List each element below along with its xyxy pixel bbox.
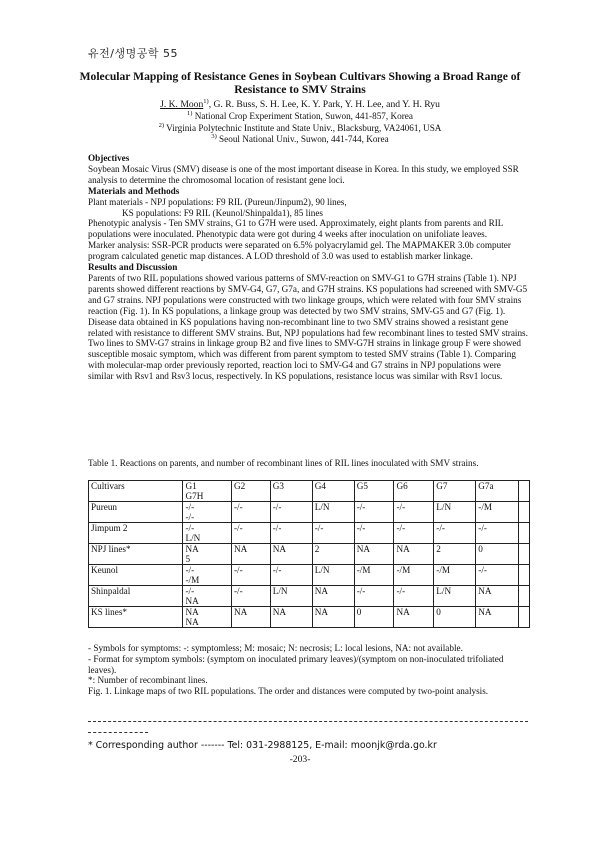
objectives-text: Soybean Mosaic Virus (SMV) disease is one of the most important disease in Korea. In this study, we employed SSR analysis to determine the chromosomal location of resistant gene loci. bbox=[88, 163, 519, 185]
table-cell: -/- bbox=[231, 565, 270, 586]
reactions-table bbox=[88, 480, 530, 628]
table-cell: 0 bbox=[476, 544, 519, 565]
table-cell bbox=[519, 523, 530, 544]
footnote-divider-short bbox=[88, 732, 148, 733]
table-cell: KS lines* bbox=[89, 607, 183, 628]
table-cell: L/N bbox=[312, 565, 354, 586]
table-row bbox=[89, 523, 530, 544]
affiliation-1: $^{1)}$ National Crop Experiment Station, Suwon, 441-857, Korea bbox=[187, 110, 413, 122]
table-cell: -/- bbox=[231, 586, 270, 607]
table-row bbox=[89, 565, 530, 586]
table-cell: -/- bbox=[394, 502, 434, 523]
marker-analysis: Marker analysis: SSR-PCR products were separated on 6.5% polyacrylamid gel. The MAPMAKER 3.0b computer program calculated genetic map distances. A LOD threshold of 3.0 was used to establish marker linkage. bbox=[88, 240, 511, 262]
methods-heading: Materials and Methods bbox=[88, 185, 180, 196]
table-cell: -/M bbox=[476, 502, 519, 523]
table-cell: NA NA bbox=[183, 607, 231, 628]
table-header-cell: G6 bbox=[394, 481, 434, 502]
table-cell: -/- NA bbox=[183, 586, 231, 607]
table-cell: -/- bbox=[312, 523, 354, 544]
table-cell: 0 bbox=[354, 607, 394, 628]
plant-materials-1: Plant materials - NPJ populations: F9 RIL (Pureun/Jinpum2), 90 lines, bbox=[88, 196, 347, 207]
figure-caption: Fig. 1. Linkage maps of two RIL populations. The order and distances were computed by two-point analysis. bbox=[88, 686, 489, 697]
table-cell: NPJ lines* bbox=[89, 544, 183, 565]
affiliation-3: $^{3)}$ Seoul National Univ., Suwon, 441-744, Korea bbox=[211, 133, 389, 145]
table-header-cell: G7a bbox=[476, 481, 519, 502]
table-cell: L/N bbox=[270, 586, 312, 607]
coauthors: , G. R. Buss, S. H. Lee, K. Y. Park, Y. H. Lee, and Y. H. Ryu bbox=[208, 99, 440, 111]
results-heading: Results and Discussion bbox=[88, 262, 178, 273]
table-caption: Table 1. Reactions on parents, and number of recombinant lines of RIL lines inoculated with SMV strains. bbox=[88, 458, 479, 468]
table-cell: -/- -/- bbox=[183, 502, 231, 523]
paper-body bbox=[88, 153, 528, 382]
objectives-heading: Objectives bbox=[88, 153, 130, 163]
table-cell: 2 bbox=[312, 544, 354, 565]
table-cell: -/M bbox=[434, 565, 476, 586]
table-cell: -/- bbox=[476, 565, 519, 586]
table-cell: NA bbox=[394, 544, 434, 565]
table-cell: Jimpum 2 bbox=[89, 523, 183, 544]
table-cell: -/- bbox=[354, 502, 394, 523]
table-cell: L/N bbox=[434, 502, 476, 523]
page-header: 유전/생명공학 55 bbox=[88, 47, 178, 60]
table-row bbox=[89, 607, 530, 628]
table-header-cell: G2 bbox=[231, 481, 270, 502]
table-cell: -/- bbox=[270, 565, 312, 586]
note-symbols: - Symbols for symptoms: -: symptomless; M: mosaic; N: necrosis; L: local lesions, NA: not available. bbox=[88, 643, 463, 653]
table-cell: L/N bbox=[312, 502, 354, 523]
table-cell: -/- L/N bbox=[183, 523, 231, 544]
table-header-cell: G7 bbox=[434, 481, 476, 502]
table-cell: 0 bbox=[434, 607, 476, 628]
table-cell: Shinpaldal bbox=[89, 586, 183, 607]
table-cell: NA bbox=[312, 586, 354, 607]
table-cell: -/- bbox=[270, 523, 312, 544]
table-cell: -/- bbox=[394, 523, 434, 544]
table-cell bbox=[519, 565, 530, 586]
table-cell: Pureun bbox=[89, 502, 183, 523]
table-cell: -/- bbox=[434, 523, 476, 544]
table-cell: NA bbox=[312, 607, 354, 628]
results-text: Parents of two RIL populations showed various patterns of SMV-reaction on SMV-G1 to G7H strains (Table 1). NPJ parents showed different reactions by SMV-G4, G7, G7a, and G7H strains. KS populations had screened with SMV-G5 and G7 strains. NPJ populations were constructed with two linkage groups, which were related with four SMV strains reaction (Fig. 1). In KS populations, a linkage group was detected by two SMV strains, SMV-G5 and G7 (Fig. 1). Disease data obtained in KS populations having non-recombinant line to two SMV strains showed a resistant gene related with resistance to different SMV strains. But, NPJ populations had few recombinant lines to tested SMV strains. Two lines to SMV-G7 strains in linkage group B2 and five lines to SMV-G7H strains in linkage group F were showed susceptible mosaic symptom, which was different from parent symptom to tested SMV strains (Table 1). Comparing with molecular-map order previously reported, reaction loci to SMV-G4 and G7 strains in NPJ populations were similar with Rsv1 and Rsv3 locus, respectively. In KS populations, resistance locus was similar with Rsv1 locus. bbox=[88, 272, 528, 382]
table-cell: Keunol bbox=[89, 565, 183, 586]
table-row bbox=[89, 502, 530, 523]
table-cell: 2 bbox=[434, 544, 476, 565]
table-cell: -/- bbox=[270, 502, 312, 523]
table-cell bbox=[519, 586, 530, 607]
table-cell bbox=[519, 502, 530, 523]
table-row bbox=[89, 544, 530, 565]
corresponding-author: * Corresponding author ------- Tel: 031-2988125, E-mail: moonjk@rda.go.kr bbox=[88, 740, 437, 751]
note-recombinant: *: Number of recombinant lines. bbox=[88, 675, 208, 686]
phenotypic-analysis: Phenotypic analysis - Ten SMV strains, G1 to G7H were used. Approximately, eight plants from parents and RIL populations were inoculated. Phenotypic data were got during 4 weeks after inoculation on unifoliate leaves. bbox=[88, 218, 504, 240]
table-cell: NA bbox=[270, 607, 312, 628]
table-cell bbox=[519, 544, 530, 565]
table-cell: NA bbox=[270, 544, 312, 565]
note-format: - Format for symptom symbols: (symptom on inoculated primary leaves)/(symptom on non-inoculated trifoliated leaves). bbox=[88, 653, 504, 675]
table-header-cell: G5 bbox=[354, 481, 394, 502]
table-cell: NA 5 bbox=[183, 544, 231, 565]
table-header-row bbox=[89, 481, 530, 502]
table-cell: -/- bbox=[231, 523, 270, 544]
table-cell bbox=[519, 607, 530, 628]
author-list: J. K. Moon$^{1)}$, G. R. Buss, S. H. Lee, K. Y. Park, Y. H. Lee, and Y. H. Ryu bbox=[160, 98, 440, 111]
table-cell: NA bbox=[231, 607, 270, 628]
paper-title: Molecular Mapping of Resistance Genes in Soybean Cultivars Showing a Broad Range of Resistance to SMV Strains bbox=[79, 70, 521, 96]
table-header-cell: Cultivars bbox=[89, 481, 183, 502]
table-header-cell: G4 bbox=[312, 481, 354, 502]
table-header-cell bbox=[519, 481, 530, 502]
table-cell: -/- bbox=[394, 586, 434, 607]
table-cell: NA bbox=[354, 544, 394, 565]
affiliation-2: $^{2)}$ Virginia Polytechnic Institute and State Univ., Blacksburg, VA24061, USA bbox=[158, 122, 442, 134]
table-cell: -/- -/M bbox=[183, 565, 231, 586]
page-number: -203- bbox=[289, 754, 311, 765]
table-cell: -/M bbox=[394, 565, 434, 586]
table-cell: NA bbox=[394, 607, 434, 628]
footnote-divider bbox=[88, 721, 528, 722]
table-notes bbox=[88, 643, 528, 697]
table-cell: NA bbox=[476, 586, 519, 607]
table-cell: NA bbox=[231, 544, 270, 565]
table-cell: -/- bbox=[476, 523, 519, 544]
table-row bbox=[89, 586, 530, 607]
table-header-cell: G1 G7H bbox=[183, 481, 231, 502]
table-cell: -/- bbox=[354, 523, 394, 544]
plant-materials-2: KS populations: F9 RIL (Keunol/Shinpalda1), 85 lines bbox=[122, 207, 324, 218]
lead-author: J. K. Moon bbox=[160, 99, 204, 111]
table-header-cell: G3 bbox=[270, 481, 312, 502]
table-cell: NA bbox=[476, 607, 519, 628]
table-cell: -/M bbox=[354, 565, 394, 586]
table-cell: -/- bbox=[354, 586, 394, 607]
table-cell: -/- bbox=[231, 502, 270, 523]
table-cell: L/N bbox=[434, 586, 476, 607]
